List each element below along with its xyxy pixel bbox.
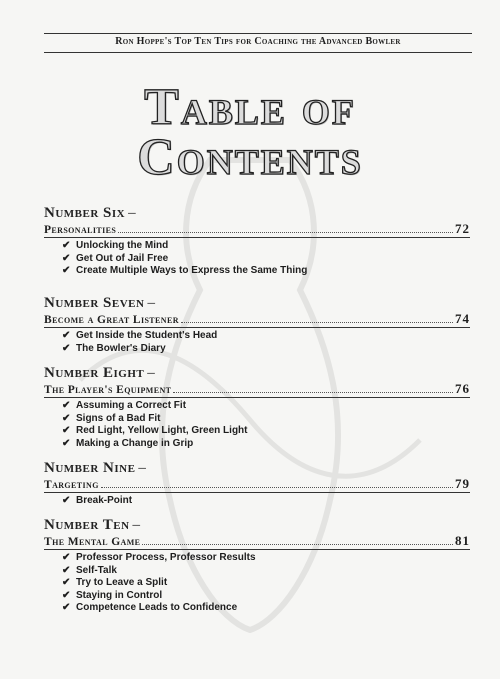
chapter-entry[interactable] bbox=[44, 312, 470, 328]
list-item: ✔ Get Inside the Student's Head bbox=[62, 330, 218, 341]
list-item: ✔ The Bowler's Diary bbox=[62, 342, 166, 354]
toc-section-number-six bbox=[44, 205, 474, 278]
page-number: 76 bbox=[455, 381, 470, 396]
checkmark-icon: ✔ bbox=[62, 589, 71, 601]
list-item: ✔ Signs of a Bad Fit bbox=[62, 412, 161, 424]
topic-list bbox=[62, 240, 474, 278]
chapter-title: Become a Great Listener bbox=[44, 314, 179, 326]
list-item: ✔ Create Multiple Ways to Express the Same Thing bbox=[62, 265, 308, 277]
dot-leader bbox=[181, 322, 453, 323]
checkmark-icon: ✔ bbox=[62, 577, 71, 589]
page-title-line-1: Table of bbox=[144, 79, 356, 136]
checkmark-icon: ✔ bbox=[62, 437, 71, 449]
checkmark-icon: ✔ bbox=[62, 342, 71, 354]
list-item: ✔ Unlocking the Mind bbox=[62, 240, 169, 251]
list-item: ✔ Try to Leave a Split bbox=[62, 577, 168, 589]
list-item: ✔ Self-Talk bbox=[62, 564, 117, 576]
topic-list bbox=[62, 330, 474, 355]
dot-leader bbox=[101, 487, 453, 488]
list-item: ✔ Competence Leads to Confidence bbox=[62, 602, 238, 614]
chapter-entry[interactable] bbox=[44, 534, 470, 550]
dot-leader bbox=[173, 392, 453, 393]
topic-list bbox=[62, 495, 474, 508]
chapter-entry[interactable] bbox=[44, 382, 470, 398]
header-rule-top bbox=[44, 33, 472, 34]
section-number-heading: Number Eight – bbox=[44, 365, 156, 381]
list-item: ✔ Staying in Control bbox=[62, 589, 163, 601]
list-item: ✔ Professor Process, Professor Results bbox=[62, 552, 256, 563]
header-rule-bottom bbox=[44, 52, 472, 53]
topic-list bbox=[62, 400, 474, 450]
section-number-heading: Number Nine – bbox=[44, 460, 147, 476]
page-number: 81 bbox=[455, 533, 470, 548]
checkmark-icon: ✔ bbox=[62, 425, 71, 437]
toc-section-number-seven bbox=[44, 295, 474, 355]
list-item: ✔ Get Out of Jail Free bbox=[62, 252, 169, 264]
page-number: 74 bbox=[455, 311, 470, 326]
running-header: Ron Hoppe's Top Ten Tips for Coaching the Advanced Bowler bbox=[115, 36, 401, 47]
toc-section-number-ten bbox=[44, 517, 474, 615]
chapter-entry[interactable] bbox=[44, 477, 470, 493]
toc-section-number-nine bbox=[44, 460, 474, 508]
checkmark-icon: ✔ bbox=[62, 602, 71, 614]
checkmark-icon: ✔ bbox=[62, 240, 71, 251]
checkmark-icon: ✔ bbox=[62, 252, 71, 264]
section-number-heading: Number Seven – bbox=[44, 295, 156, 311]
topic-list bbox=[62, 552, 474, 615]
page-number: 79 bbox=[455, 476, 470, 491]
page-number: 72 bbox=[455, 221, 470, 236]
chapter-title: The Player's Equipment bbox=[44, 384, 172, 396]
chapter-title: Personalities bbox=[44, 224, 117, 236]
checkmark-icon: ✔ bbox=[62, 330, 71, 341]
dot-leader bbox=[142, 544, 453, 545]
checkmark-icon: ✔ bbox=[62, 400, 71, 411]
section-number-heading: Number Six – bbox=[44, 205, 137, 221]
section-number-heading: Number Ten – bbox=[44, 517, 141, 533]
chapter-title: The Mental Game bbox=[44, 536, 141, 548]
list-item: ✔ Making a Change in Grip bbox=[62, 437, 194, 449]
checkmark-icon: ✔ bbox=[62, 412, 71, 424]
checkmark-icon: ✔ bbox=[62, 495, 71, 506]
toc-section-number-eight bbox=[44, 365, 474, 450]
list-item: ✔ Break-Point bbox=[62, 495, 133, 506]
chapter-title: Targeting bbox=[44, 479, 99, 491]
dot-leader bbox=[118, 232, 453, 233]
list-item: ✔ Red Light, Yellow Light, Green Light bbox=[62, 425, 248, 437]
chapter-entry[interactable] bbox=[44, 222, 470, 238]
checkmark-icon: ✔ bbox=[62, 564, 71, 576]
checkmark-icon: ✔ bbox=[62, 552, 71, 563]
list-item: ✔ Assuming a Correct Fit bbox=[62, 400, 187, 411]
page-title-line-2: Contents bbox=[137, 129, 363, 186]
checkmark-icon: ✔ bbox=[62, 265, 71, 277]
